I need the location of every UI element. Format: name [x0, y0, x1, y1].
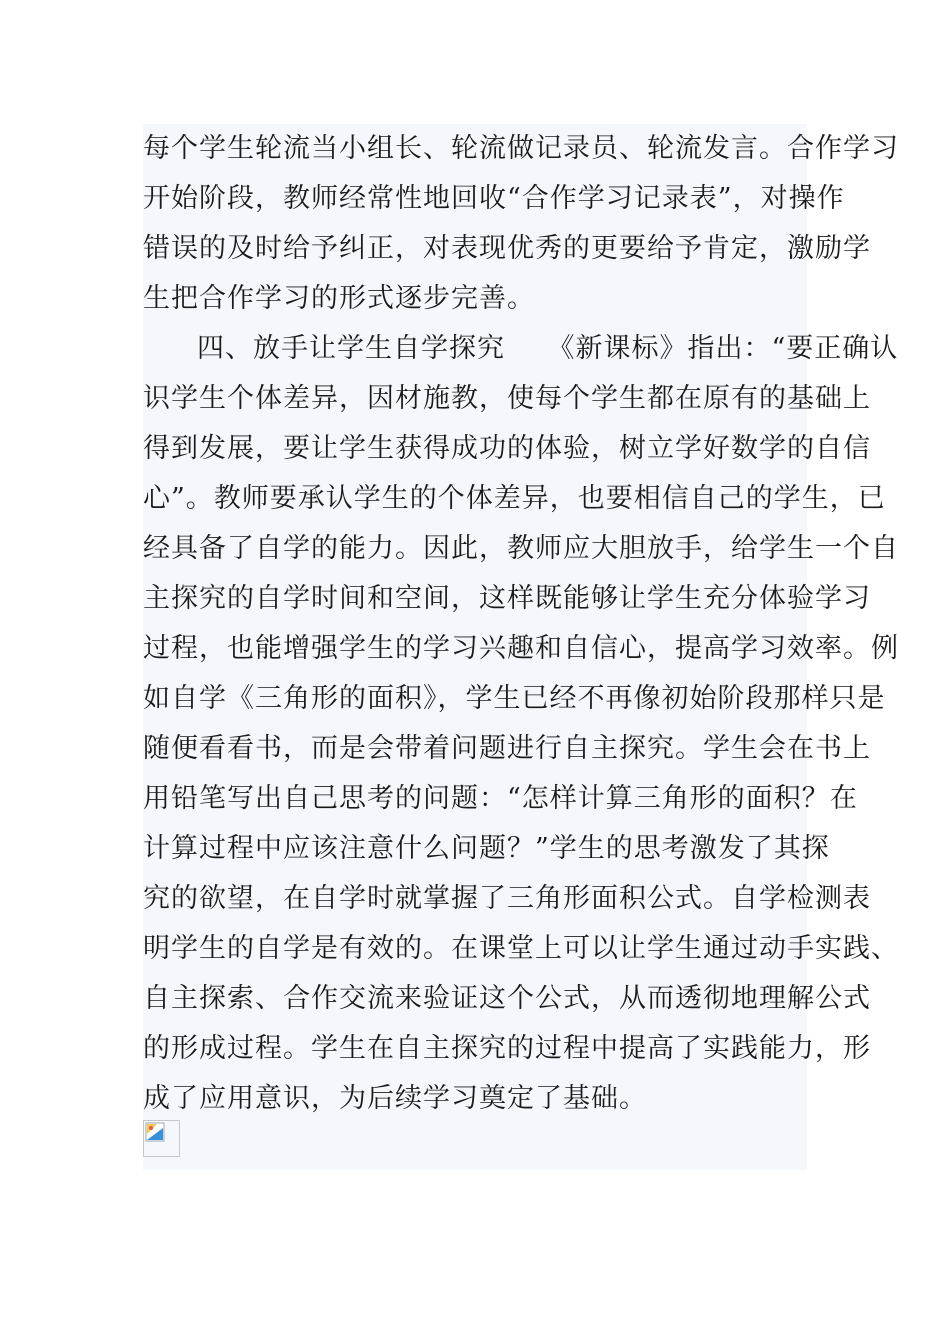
broken-image-icon [143, 1120, 180, 1157]
document-body-text [143, 124, 899, 1124]
section-heading-line: 四、放手让学生自学探究 《新课标》指出：“要正确认 [197, 333, 899, 364]
text-line: 明学生的自学是有效的。在课堂上可以让学生通过动手实践、 [143, 933, 899, 964]
text-line: 的形成过程。学生在自主探究的过程中提高了实践能力，形 [143, 1033, 871, 1064]
text-line: 识学生个体差异，因材施教，使每个学生都在原有的基础上 [143, 383, 871, 414]
text-line: 主探究的自学时间和空间，这样既能够让学生充分体验学习 [143, 583, 871, 614]
text-line: 开始阶段，教师经常性地回收“合作学习记录表”，对操作 [143, 183, 845, 214]
text-line: 每个学生轮流当小组长、轮流做记录员、轮流发言。合作学习 [143, 133, 899, 164]
text-line: 用铅笔写出自己思考的问题：“怎样计算三角形的面积？在 [143, 783, 858, 814]
text-line: 成了应用意识，为后续学习奠定了基础。 [143, 1083, 647, 1114]
text-line: 计算过程中应该注意什么问题？”学生的思考激发了其探 [143, 833, 830, 864]
image-placeholder-icon [145, 1122, 165, 1142]
text-line: 经具备了自学的能力。因此，教师应大胆放手，给学生一个自 [143, 533, 899, 564]
text-line: 如自学《三角形的面积》，学生已经不再像初始阶段那样只是 [143, 683, 886, 714]
text-line: 错误的及时给予纠正，对表现优秀的更要给予肯定，激励学 [143, 233, 871, 264]
text-line: 得到发展，要让学生获得成功的体验，树立学好数学的自信 [143, 433, 871, 464]
text-line: 随便看看书，而是会带着问题进行自主探究。学生会在书上 [143, 733, 871, 764]
text-line: 自主探索、合作交流来验证这个公式，从而透彻地理解公式 [143, 983, 871, 1014]
text-line: 过程，也能增强学生的学习兴趣和自信心，提高学习效率。例 [143, 633, 899, 664]
text-line: 究的欲望，在自学时就掌握了三角形面积公式。自学检测表 [143, 883, 871, 914]
text-line: 生把合作学习的形式逐步完善。 [143, 283, 535, 314]
document-content [143, 124, 899, 1170]
text-line: 心”。教师要承认学生的个体差异，也要相信自己的学生，已 [143, 483, 886, 514]
